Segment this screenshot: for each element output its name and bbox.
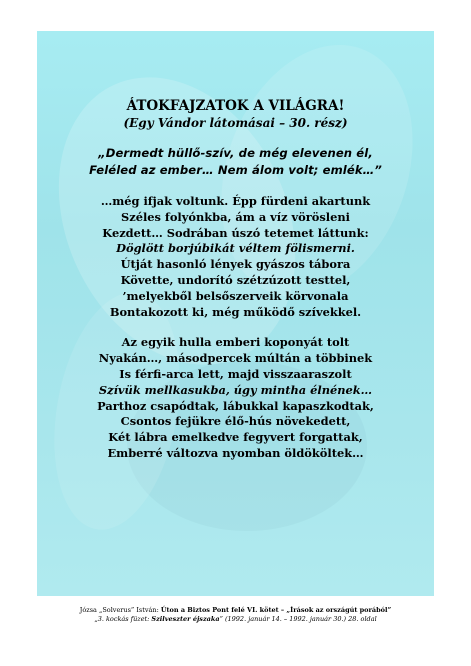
- stanza-2: [37, 335, 434, 461]
- motto-line: „Dermedt hüllő-szív, de még elevenen él,: [98, 146, 373, 160]
- verse-line: Szívük mellkasukba, úgy mintha élnének…: [98, 382, 373, 397]
- verse-line: Is férfi-arca lett, majd visszaaraszolt: [119, 366, 352, 381]
- poem-title: ÁTOKFAJZATOK A VILÁGRA!: [126, 98, 345, 114]
- stanza-1: [37, 194, 434, 320]
- verse-line: Az egyik hulla emberi koponyát tolt: [121, 335, 350, 350]
- verse-line: Útját hasonló lények gyászos tábora: [120, 257, 351, 272]
- verse-line: …még ifjak voltunk. Épp fürdeni akartunk: [100, 194, 371, 208]
- footer-book-title: Úton a Biztos Pont felé VI. kötet – „Írások az országút porából”: [160, 606, 392, 614]
- verse-line: Csontos fejükre élő-hús növekedett,: [120, 414, 351, 429]
- verse-line: Követte, undorító szétzúzott testtel,: [120, 272, 351, 287]
- poem-subtitle: (Egy Vándor látomásai – 30. rész): [123, 116, 348, 130]
- verse-line: Döglött borjúbikát véltem fölismerni.: [116, 241, 355, 256]
- verse-line: Nyakán…, másodpercek múltán a többinek: [98, 351, 373, 366]
- verse-line: Parthoz csapódtak, lábukkal kapaszkodtak,: [97, 398, 374, 413]
- footer-line-1: [0, 606, 471, 615]
- page-footer: [0, 606, 471, 624]
- motto-line: Feléled az ember… Nem álom volt; emlék…”: [89, 163, 382, 177]
- footer-booklet-close: ”: [219, 615, 223, 623]
- verse-line: Bontakozott ki, még működő szívekkel.: [109, 304, 362, 319]
- background-panel: [37, 31, 434, 596]
- footer-line-2: [0, 615, 471, 624]
- motto: [37, 145, 434, 179]
- footer-dates: (1992. január 14. – 1992. január 30.) 28. oldal: [222, 615, 377, 623]
- poem: [37, 98, 434, 462]
- verse-line: Kezdett… Sodrában úszó tetemet láttunk:: [102, 225, 369, 240]
- footer-booklet-title: Szilveszter éjszaka: [151, 615, 220, 623]
- footer-author: Józsa „Solverus” István:: [79, 606, 161, 614]
- verse-line: Két lábra emelkedve fegyvert forgattak,: [108, 430, 363, 445]
- verse-line: ’melyekből belsőszerveik körvonala: [122, 288, 349, 303]
- footer-booklet: „3. kockás füzet:: [94, 615, 152, 623]
- verse-line: Széles folyónkba, ám a víz vörösleni: [121, 209, 350, 224]
- verse-line: Emberré változva nyomban öldököltek…: [107, 445, 364, 460]
